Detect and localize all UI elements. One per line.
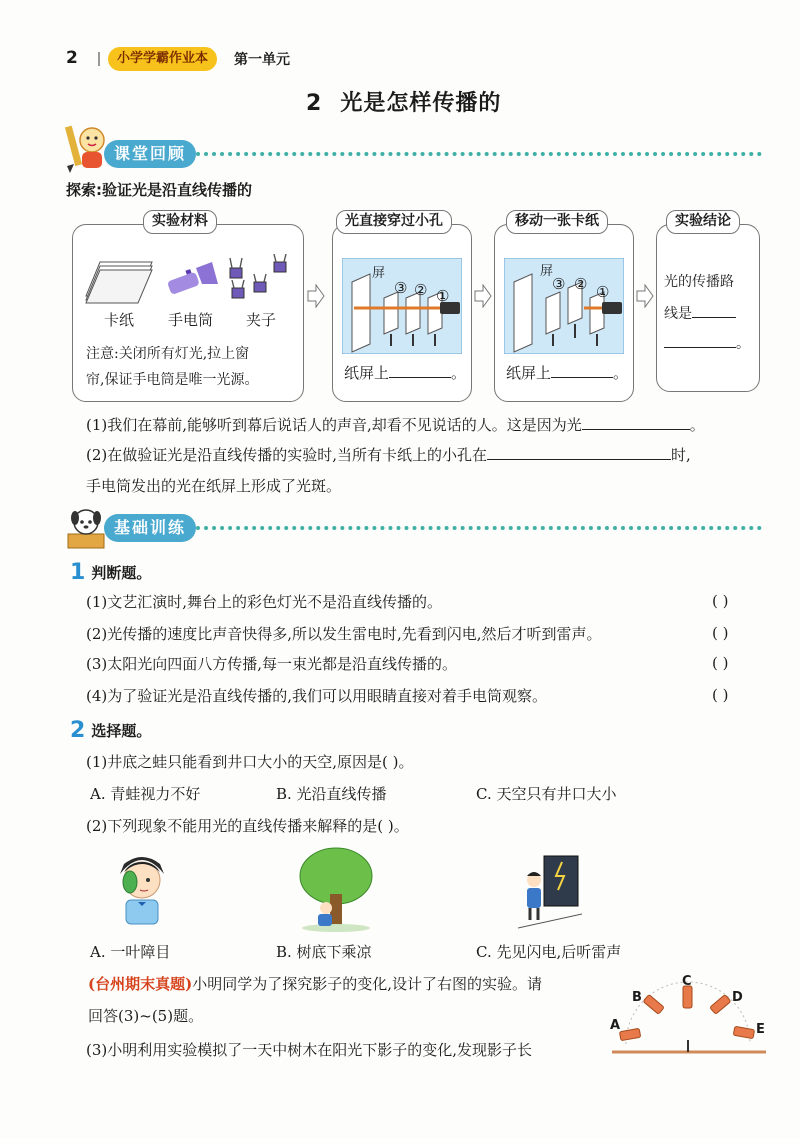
material-flashlight-label: 手电筒 — [168, 311, 214, 329]
step1-marker-3: ③ — [394, 279, 408, 297]
lesson-title-text: 光是怎样传播的 — [340, 91, 502, 116]
review-q2-end: 时, — [671, 446, 691, 464]
step1-caption-prefix: 纸屏上 — [344, 364, 390, 382]
review-q2-blank[interactable] — [487, 444, 671, 460]
judge-item-4: (4)为了验证光是沿直线传播的,我们可以用眼睛直接对着手电筒观察。 — [86, 687, 548, 705]
conclusion-title: 实验结论 — [666, 210, 740, 234]
choice-q2: (2)下列现象不能用光的直线传播来解释的是( )。 — [86, 817, 409, 835]
book-name-badge: 小学学霸作业本 — [108, 47, 217, 71]
conclusion-blank-2[interactable] — [664, 332, 736, 348]
choice-number: 2 — [70, 718, 86, 743]
step2-marker-3: ③ — [552, 275, 566, 293]
section-banner-review: 课堂回顾 — [104, 140, 196, 168]
banner-dotted-line — [196, 152, 762, 156]
judge-answer-3[interactable]: ( ) — [712, 654, 729, 672]
conclusion-line3-suffix: 。 — [736, 336, 750, 352]
step2-screen-label: 屏 — [540, 264, 554, 279]
step2-title: 移动一张卡纸 — [506, 210, 608, 234]
conclusion-blank-1[interactable] — [692, 302, 736, 318]
step2-marker-1: ① — [596, 283, 610, 301]
conclusion-line2-prefix: 线是 — [664, 306, 692, 322]
exam-line-3: (3)小明利用实验模拟了一天中树木在阳光下影子的变化,发现影子长 — [86, 1041, 533, 1059]
flow-arrow-1 — [307, 284, 325, 308]
conclusion-line3 — [664, 332, 750, 354]
review-q1-end: 。 — [689, 416, 705, 434]
material-clip-label: 夹子 — [246, 311, 277, 329]
materials-title: 实验材料 — [143, 210, 217, 234]
unit-label: 第一单元 — [234, 52, 290, 68]
step1-answer-blank[interactable] — [389, 362, 451, 378]
judge-answer-1[interactable]: ( ) — [712, 592, 729, 610]
judge-header — [70, 560, 151, 585]
step2-answer-blank[interactable] — [551, 362, 613, 378]
step2-experiment-diagram — [504, 258, 624, 354]
position-label-b: B — [632, 990, 642, 1005]
step1-caption — [344, 362, 466, 383]
review-question-1 — [86, 414, 705, 435]
choice-q1: (1)井底之蛙只能看到井口大小的天空,原因是( )。 — [86, 753, 414, 771]
lesson-title — [306, 86, 501, 117]
exam-line-2: 回答(3)~(5)题。 — [88, 1007, 204, 1025]
choice-title: 选择题。 — [91, 721, 152, 740]
material-card-label: 卡纸 — [104, 311, 135, 329]
tree-shade-illustration — [296, 846, 376, 932]
review-q2-text: (2)在做验证光是沿直线传播的实验时,当所有卡纸上的小孔在 — [86, 446, 488, 464]
review-q1-blank[interactable] — [582, 414, 690, 430]
conclusion-line1: 光的传播路 — [664, 274, 734, 290]
step2-marker-2: ② — [574, 275, 588, 293]
exam-line1-text: 小明同学为了探究影子的变化,设计了右图的实验。请 — [192, 975, 542, 993]
step1-marker-2: ② — [414, 281, 428, 299]
step1-marker-1: ① — [436, 287, 450, 305]
flow-arrow-3 — [636, 284, 654, 308]
lesson-number: 2 — [306, 91, 323, 116]
card-paper-icon — [84, 258, 154, 304]
lightning-window-illustration — [518, 852, 582, 932]
step1-caption-suffix: 。 — [451, 364, 467, 382]
review-question-2 — [86, 444, 691, 465]
page-number: 2 — [66, 48, 78, 68]
judge-item-3: (3)太阳光向四面八方传播,每一束光都是沿直线传播的。 — [86, 655, 458, 673]
flow-arrow-2 — [474, 284, 492, 308]
judge-answer-4[interactable]: ( ) — [712, 686, 729, 704]
review-question-2-cont: 手电筒发出的光在纸屏上形成了光斑。 — [86, 477, 342, 495]
choice-q1-option-c[interactable]: C. 天空只有井口大小 — [476, 785, 617, 803]
position-label-e: E — [756, 1022, 765, 1037]
position-label-c: C — [682, 974, 692, 989]
materials-note-line2: 帘,保证手电筒是唯一光源。 — [86, 372, 259, 388]
exam-line-1 — [88, 974, 542, 994]
step1-experiment-diagram — [342, 258, 462, 354]
judge-item-1: (1)文艺汇演时,舞台上的彩色灯光不是沿直线传播的。 — [86, 593, 443, 611]
boy-leaf-illustration — [110, 850, 174, 932]
choice-q1-option-b[interactable]: B. 光沿直线传播 — [276, 785, 387, 803]
choice-q2-option-b[interactable]: B. 树底下乘凉 — [276, 943, 372, 961]
section-banner-practice: 基础训练 — [104, 514, 196, 542]
judge-item-2: (2)光传播的速度比声音快得多,所以发生雷电时,先看到闪电,然后才听到雷声。 — [86, 625, 602, 643]
choice-q1-option-a[interactable]: A. 青蛙视力不好 — [90, 785, 201, 803]
dog-mascot-icon — [62, 504, 110, 552]
step1-title: 光直接穿过小孔 — [336, 210, 452, 234]
step2-caption — [506, 362, 628, 383]
pencil-cat-icon — [60, 118, 110, 174]
choice-q2-option-a[interactable]: A. 一叶障目 — [90, 943, 171, 961]
position-label-d: D — [732, 990, 743, 1005]
judge-answer-2[interactable]: ( ) — [712, 624, 729, 642]
step1-screen-label: 屏 — [372, 266, 386, 281]
explore-label: 探索:验证光是沿直线传播的 — [66, 181, 252, 199]
choice-q2-option-c[interactable]: C. 先见闪电,后听雷声 — [476, 943, 622, 961]
header-divider — [98, 52, 100, 66]
judge-number: 1 — [70, 560, 86, 585]
step2-caption-prefix: 纸屏上 — [506, 364, 552, 382]
choice-header — [70, 718, 151, 743]
step2-caption-suffix: 。 — [613, 364, 629, 382]
conclusion-line2 — [664, 302, 736, 324]
clips-icon — [224, 254, 296, 304]
flashlight-icon — [164, 262, 220, 300]
position-label-a: A — [610, 1018, 621, 1033]
banner-dotted-line-2 — [196, 526, 762, 530]
judge-title: 判断题。 — [91, 563, 152, 582]
materials-note-line1: 注意:关闭所有灯光,拉上窗 — [86, 346, 250, 362]
exam-source-tag: (台州期末真题) — [88, 975, 193, 993]
review-q1-text: (1)我们在幕前,能够听到幕后说话人的声音,却看不见说话的人。这是因为光 — [86, 416, 582, 434]
